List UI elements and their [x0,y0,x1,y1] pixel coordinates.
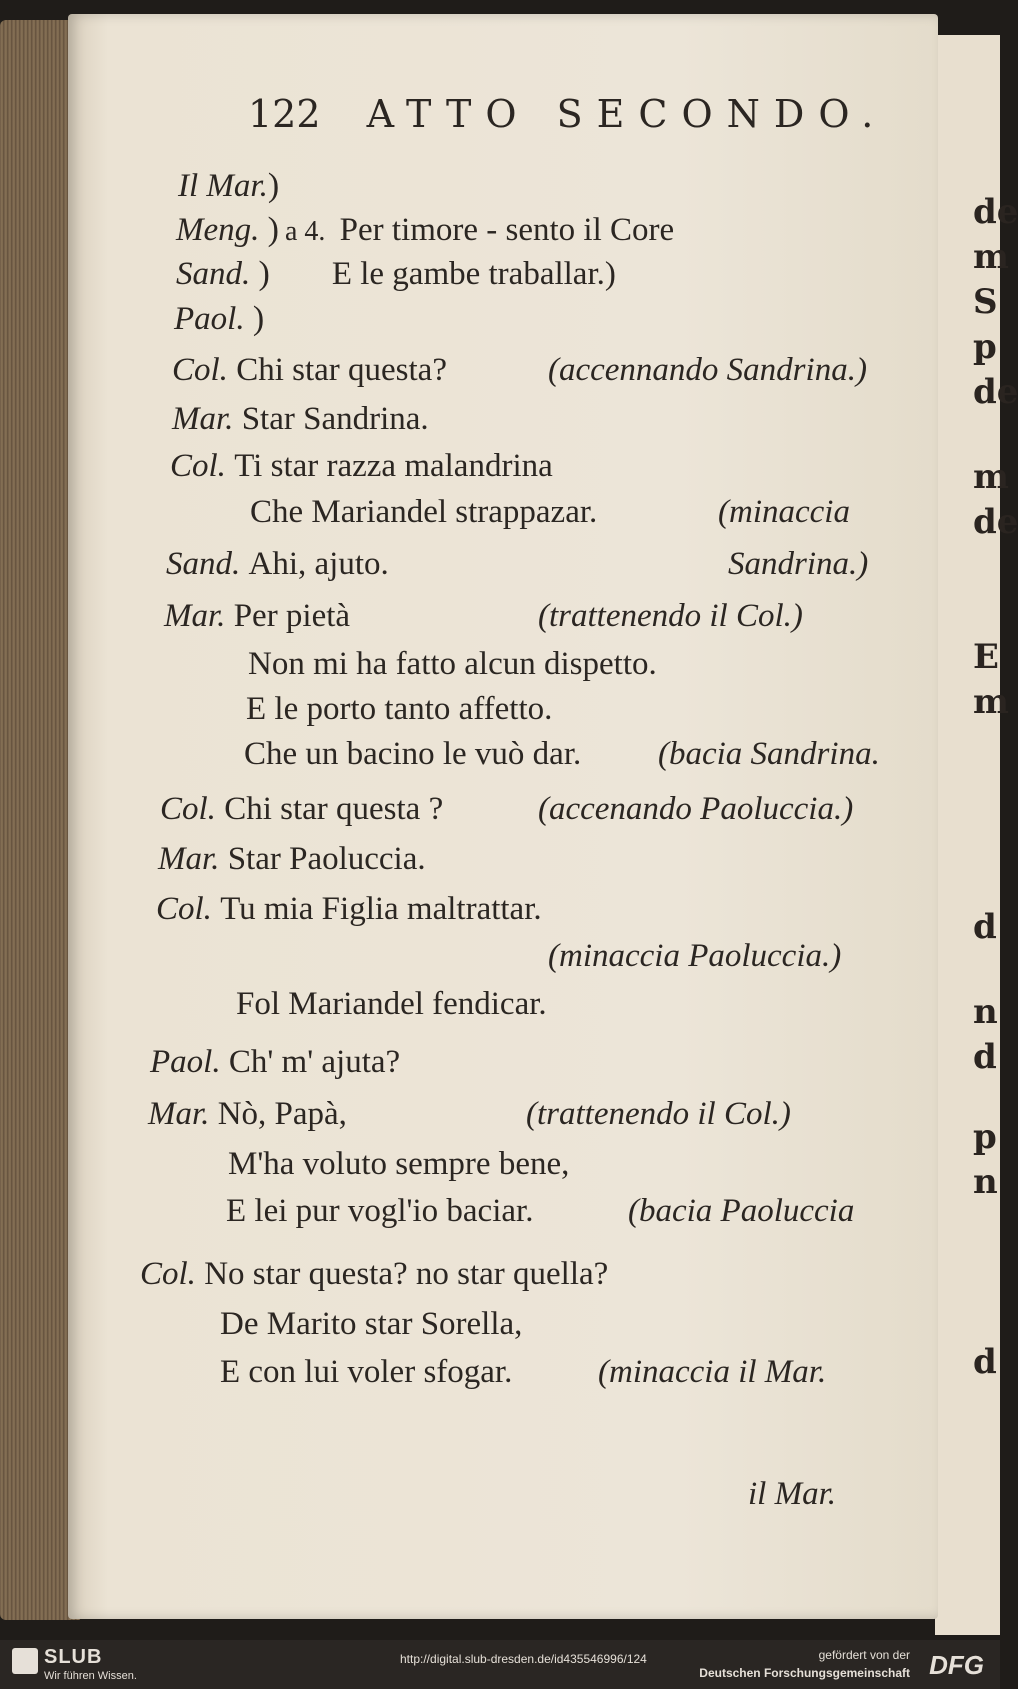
speaker-name: Col. [172,352,228,388]
funding-line-1: gefördert von der [818,1648,910,1662]
verse-text: Non mi ha fatto alcun dispetto. [248,646,657,682]
verse-text: De Marito star Sorella, [220,1306,523,1342]
verse-text: Chi star questa ? [224,791,444,827]
verse-line [158,839,426,879]
next-page-fragment: n [973,992,998,1032]
verse-text: Per timore - sento il Core [339,212,675,248]
next-page-fragment: de [973,192,1018,232]
verse-line [176,254,616,294]
verse-text: No star questa? no star quella? [204,1256,609,1292]
stage-direction: (minaccia Paoluccia.) [548,938,842,974]
verse-text: E le porto tanto affetto. [246,691,553,727]
verse-text: Star Sandrina. [241,401,429,437]
funding-line-2: Deutschen Forschungsgemeinschaft [699,1666,910,1680]
brace: ) [267,211,279,248]
stage-direction: (accennando Sandrina.) [548,352,867,388]
verse-line [246,689,552,729]
viewer-footer [0,1640,1000,1689]
verse-text: Che Mariandel strappazar. [250,494,598,530]
next-page-fragment: d [973,1037,997,1077]
verse-line [156,889,542,929]
speaker-name: Mar. [148,1096,210,1132]
verse-line [228,1144,569,1184]
speaker-name: Col. [160,791,216,827]
next-page-edge [935,35,1018,1635]
next-page-fragment: m [973,237,1009,277]
verse-line [226,1191,533,1231]
next-page-fragment: d [973,1342,997,1382]
verse-line [148,1094,347,1134]
verse-text: Ch' m' ajuta? [228,1044,401,1080]
verse-text: Nò, Papà, [217,1096,347,1132]
verse-text: Fol Mariandel fendicar. [236,986,547,1022]
verse-line [140,1254,608,1294]
verse-line [236,984,547,1024]
speaker-name: Il Mar. [178,168,268,204]
next-page-fragment: de [973,502,1018,542]
verse-line [176,210,674,252]
stage-direction: (accenando Paoluccia.) [538,791,854,827]
verse-text: Tu mia Figlia maltrattar. [220,891,542,927]
verse-line [220,1304,522,1344]
verse-line [172,350,447,390]
verse-text: E lei pur vogl'io baciar. [226,1193,534,1229]
speaker-name: Paol. [174,301,245,337]
verse-line [166,544,389,584]
catchword: il Mar. [748,1476,837,1512]
verse-text: M'ha voluto sempre bene, [228,1146,570,1182]
verse-text: Per pietà [233,598,351,634]
verse-line [172,399,429,439]
verse-text: Ahi, ajuto. [248,546,389,582]
library-tagline: Wir führen Wissen. [44,1670,137,1682]
verse-line [220,1352,512,1392]
speaker-name: Col. [140,1256,196,1292]
stage-direction: (bacia Paoluccia [628,1193,855,1229]
verse-line [250,492,597,532]
speaker-name: Mar. [158,841,220,877]
speaker-name: Sand. [176,256,251,292]
dfg-logo: DFG [929,1650,984,1680]
stage-direction: (bacia Sandrina. [658,736,880,772]
next-page-fragment: S [973,282,998,322]
verse-line [178,166,279,206]
stage-direction: Sandrina.) [728,546,869,582]
speaker-name: Mar. [164,598,226,634]
verse-text: Chi star questa? [236,352,447,388]
speaker-name: Meng. [176,212,260,248]
verse-text: Ti star razza malandrina [234,448,553,484]
speaker-name: Col. [170,448,226,484]
stage-direction: (trattenendo il Col.) [526,1096,791,1132]
library-name: SLUB [44,1646,103,1668]
verse-text: Che un bacino le vuò dar. [244,736,582,772]
running-head [248,92,948,136]
verse-line [150,1042,400,1082]
brace: ) [258,255,270,292]
verse-text: E con lui voler sfogar. [220,1354,513,1390]
verse-line [248,644,657,684]
next-page-fragment: m [973,457,1009,497]
verse-line [174,299,264,339]
speaker-name: Col. [156,891,212,927]
book-page [68,14,938,1619]
next-page-fragment: de [973,372,1018,412]
verse-text: E le gambe traballar.) [331,256,616,292]
next-page-fragment: d [973,907,997,947]
verse-line [170,446,553,486]
speaker-name: Mar. [172,401,234,437]
page-number: 122 [248,92,321,136]
stage-direction: (minaccia [718,494,850,530]
next-page-fragment: p [973,327,997,367]
next-page-fragment: p [973,1117,997,1157]
source-url[interactable]: http://digital.slub-dresden.de/id435546996/124 [400,1652,647,1666]
brace: ) [252,300,265,337]
speaker-name: Sand. [166,546,241,582]
next-page-fragment: E [973,637,999,677]
ensemble-mark: a 4. [284,216,326,247]
verse-line [244,734,581,774]
slub-logo-icon [12,1648,38,1674]
page-title: ATTO SECONDO. [366,92,888,136]
next-page-fragment: n [973,1162,998,1202]
speaker-name: Paol. [150,1044,221,1080]
stage-direction: (minaccia il Mar. [598,1354,827,1390]
verse-line [160,789,443,829]
verse-line [164,596,350,636]
verse-text: Star Paoluccia. [227,841,426,877]
brace: ) [267,167,280,204]
stage-direction: (trattenendo il Col.) [538,598,803,634]
next-page-fragment: m [973,682,1009,722]
